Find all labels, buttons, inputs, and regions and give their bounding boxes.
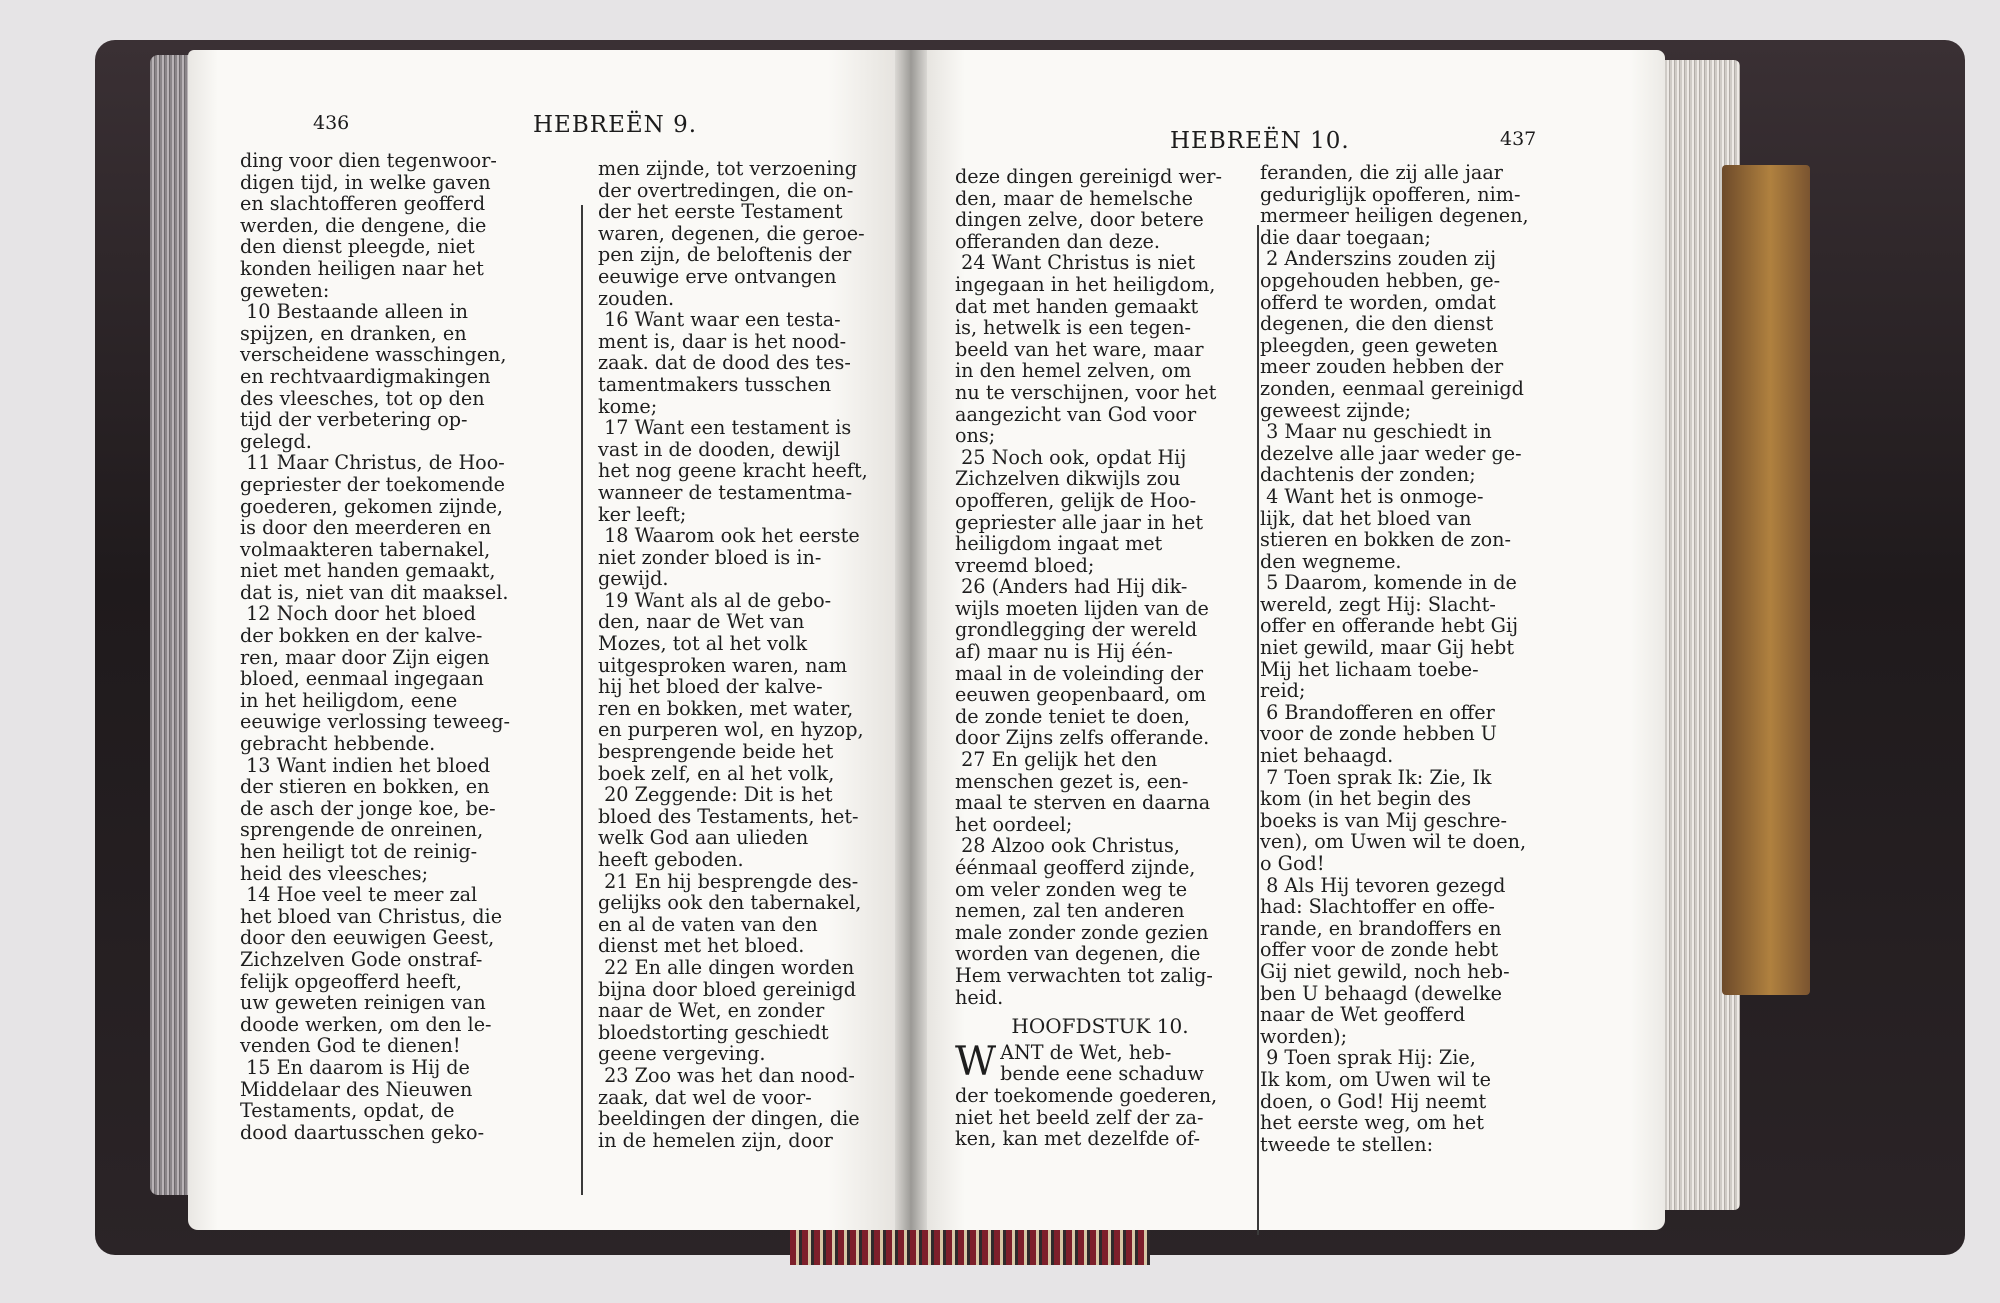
text-line: pen zijn, de beloftenis der: [598, 243, 852, 267]
text-line: boeks is van Mij geschre-: [1260, 808, 1508, 832]
text-line: maal te sterven en daarna: [955, 791, 1211, 815]
text-line: voor de zonde hebben U: [1260, 722, 1497, 746]
right-column-1: [955, 166, 1245, 1150]
text-line: 22 En alle dingen worden: [598, 955, 855, 979]
text-line: eeuwige erve ontvangen: [598, 264, 837, 288]
text-line: bende eene schaduw: [1000, 1062, 1204, 1086]
text-line: de zonde teniet te doen,: [955, 704, 1191, 728]
left-column-2: [598, 158, 868, 1151]
text-line: bijna door bloed gereinigd: [598, 977, 856, 1001]
running-head-right: HEBREËN 10.: [1170, 128, 1350, 154]
text-line: nu te verschijnen, voor het: [955, 380, 1217, 404]
text-line: ker leeft;: [598, 502, 687, 526]
text-line: bloed, eenmaal ingegaan: [240, 667, 484, 691]
text-line: 2 Anderszins zouden zij: [1260, 247, 1497, 271]
text-line: dienst met het bloed.: [598, 934, 805, 958]
text-line: kome;: [598, 394, 658, 418]
text-line: Zichzelven Gode onstraf-: [240, 947, 483, 971]
text-line: tamentmakers tusschen: [598, 372, 832, 396]
text-line: 13 Want indien het bloed: [240, 753, 491, 777]
text-line: ment is, daar is het nood-: [598, 329, 847, 353]
text-line: eeuwen geopenbaard, om: [955, 683, 1207, 707]
text-line: en purperen wol, en hyzop,: [598, 718, 864, 742]
text-line: geduriglijk opofferen, nim-: [1260, 182, 1521, 206]
text-line: ingegaan in het heiligdom,: [955, 272, 1216, 296]
text-line: men zijnde, tot verzoening: [598, 157, 857, 180]
text-line: 14 Hoe veel te meer zal: [240, 883, 478, 907]
text-line: ding voor dien tegenwoor-: [240, 149, 497, 172]
text-line: Hem verwachten tot zalig-: [955, 963, 1213, 987]
text-line: ren en bokken, met water,: [598, 696, 854, 720]
text-line: der toekomende goederen,: [955, 1083, 1218, 1107]
text-line: geweten:: [240, 278, 330, 302]
text-line: 6 Brandofferen en offer: [1260, 700, 1495, 724]
text-line: opofferen, gelijk de Hoo-: [955, 488, 1197, 512]
text-line: door Zijns zelfs offerande.: [955, 726, 1210, 750]
right-column-2: [1260, 162, 1560, 1155]
text-line: verscheidene wasschingen,: [240, 343, 507, 367]
text-line: lijk, dat het bloed van: [1260, 506, 1472, 530]
text-line: 11 Maar Christus, de Hoo-: [240, 451, 505, 475]
text-line: heiligdom ingaat met: [955, 532, 1163, 556]
text-line: die daar toegaan;: [1260, 225, 1431, 249]
text-line: Gij niet gewild, noch heb-: [1260, 959, 1510, 983]
text-line: sprengende de onreinen,: [240, 818, 484, 842]
text-line: 4 Want het is onmoge-: [1260, 484, 1484, 508]
text-line: is door den meerderen en: [240, 516, 492, 540]
column-rule: [1257, 225, 1259, 1235]
text-line: den wegneme.: [1260, 549, 1402, 573]
text-line: hij het bloed der kalve-: [598, 675, 823, 699]
text-line: de asch der jonge koe, be-: [240, 796, 496, 820]
text-line: in het heiligdom, eene: [240, 688, 458, 712]
text-line: dachtenis der zonden;: [1260, 463, 1476, 487]
text-line: Testaments, opdat, de: [240, 1099, 455, 1123]
text-line: stieren en bokken de zon-: [1260, 528, 1511, 552]
text-line: uw geweten reinigen van: [240, 991, 486, 1015]
text-line: offer en offerande hebt Gij: [1260, 614, 1519, 638]
text-line: heeft geboden.: [598, 848, 744, 871]
text-line: 26 (Anders had Hij dik-: [955, 575, 1188, 599]
text-line: in den hemel zelven, om: [955, 359, 1192, 383]
text-line: 10 Bestaande alleen in: [240, 300, 468, 324]
text-line: éénmaal geofferd zijnde,: [955, 856, 1196, 879]
text-line: opgehouden hebben, ge-: [1260, 268, 1501, 292]
text-line: 25 Noch ook, opdat Hij: [955, 445, 1187, 469]
text-line: nemen, zal ten anderen: [955, 899, 1185, 923]
text-line: Mozes, tot al het volk: [598, 632, 808, 656]
text-line: den dienst pleegde, niet: [240, 235, 475, 259]
chapter-opening: [955, 1038, 1245, 1151]
text-line: ren, maar door Zijn eigen: [240, 645, 490, 669]
book-gutter: [895, 50, 927, 1230]
text-line: digen tijd, in welke gaven: [240, 170, 491, 194]
text-line: het bloed van Christus, die: [240, 904, 503, 928]
text-line: ven), om Uwen wil te doen,: [1260, 830, 1527, 854]
text-line: der bokken en der kalve-: [240, 624, 483, 648]
text-line: dat met handen gemaakt: [955, 294, 1199, 318]
text-line: der stieren en bokken, en: [240, 775, 490, 799]
text-line: meer zouden hebben der: [1260, 355, 1504, 379]
text-line: feranden, die zij alle jaar: [1260, 161, 1503, 184]
text-line: werden, die dengene, die: [240, 213, 487, 237]
text-line: doode werken, om den le-: [240, 1012, 492, 1036]
text-line: welk God aan ulieden: [598, 826, 809, 850]
text-line: worden van degenen, die: [955, 942, 1201, 966]
text-line: besprengende beide het: [598, 740, 834, 764]
text-line: felijk opgeofferd heeft,: [240, 969, 462, 993]
text-line: goederen, gekomen zijnde,: [240, 494, 504, 518]
text-line: niet het beeld zelf der za-: [955, 1105, 1204, 1129]
text-line: het nog geene kracht heeft,: [598, 459, 868, 483]
text-line: offerd te worden, omdat: [1260, 290, 1496, 314]
text-line: Ik kom, om Uwen wil te: [1260, 1067, 1491, 1091]
gilt-edge: [1722, 165, 1810, 995]
text-line: eeuwige verlossing teweeg-: [240, 710, 510, 734]
text-line: en slachtofferen geofferd: [240, 192, 486, 216]
text-line: en rechtvaardigmakingen: [240, 364, 491, 388]
text-line: 15 En daarom is Hij de: [240, 1055, 470, 1079]
text-line: degenen, die den dienst: [1260, 312, 1494, 336]
left-column-1: [240, 149, 510, 1144]
text-line: dat is, niet van dit maaksel.: [240, 580, 509, 604]
text-line: uitgesproken waren, nam: [598, 653, 848, 677]
text-line: het eerste weg, om het: [1260, 1111, 1484, 1135]
text-line: hen heiligt tot de reinig-: [240, 840, 478, 863]
text-line: grondlegging der wereld: [955, 618, 1198, 642]
text-line: volmaakteren tabernakel,: [240, 537, 491, 561]
text-line: 5 Daarom, komende in de: [1260, 571, 1517, 595]
text-line: venden God te dienen!: [240, 1034, 461, 1058]
text-line: dezelve alle jaar weder ge-: [1260, 441, 1522, 465]
text-line: 8 Als Hij tevoren gezegd: [1260, 873, 1506, 897]
text-line: tweede te stellen:: [1260, 1132, 1434, 1156]
text-line: wijls moeten lijden van de: [955, 596, 1209, 620]
text-line: zonden, eenmaal gereinigd: [1260, 376, 1524, 400]
text-line: den, naar de Wet van: [598, 610, 805, 634]
text-line: in de hemelen zijn, door: [598, 1128, 833, 1152]
text-line: doen, o God! Hij neemt: [1260, 1089, 1487, 1113]
text-line: wanneer de testamentma-: [598, 480, 853, 504]
text-line: 9 Toen sprak Hij: Zie,: [1260, 1046, 1476, 1070]
text-line: zouden.: [598, 286, 675, 310]
text-line: gelijks ook den tabernakel,: [598, 891, 862, 915]
text-line: 16 Want waar een testa-: [598, 308, 841, 332]
text-line: gewijd.: [598, 567, 669, 591]
text-line: bloedstorting geschiedt: [598, 1020, 829, 1044]
text-line: bloed des Testaments, het-: [598, 804, 859, 828]
text-line: gepriester alle jaar in het: [955, 510, 1204, 534]
text-line: konden heiligen naar het: [240, 256, 484, 280]
text-line: geene vergeving.: [598, 1042, 766, 1066]
text-line: des vleesches, tot op den: [240, 386, 485, 410]
text-line: 23 Zoo was het dan nood-: [598, 1063, 855, 1087]
text-line: waren, degenen, die geroe-: [598, 221, 865, 245]
text-line: dood daartusschen geko-: [240, 1120, 485, 1144]
text-line: 24 Want Christus is niet: [955, 251, 1196, 275]
text-line: 7 Toen sprak Ik: Zie, Ik: [1260, 765, 1492, 789]
text-line: aangezicht van God voor: [955, 402, 1197, 426]
text-line: offer voor de zonde hebt: [1260, 938, 1499, 962]
text-line: om veler zonden weg te: [955, 877, 1188, 901]
text-line: niet gewild, maar Gij hebt: [1260, 636, 1515, 660]
text-line: beeld van het ware, maar: [955, 337, 1204, 361]
text-line: der overtredingen, die on-: [598, 178, 854, 202]
text-line: der het eerste Testament: [598, 200, 843, 224]
text-line: heid.: [955, 985, 1004, 1009]
right-page: [910, 50, 1665, 1230]
text-line: 28 Alzoo ook Christus,: [955, 834, 1180, 858]
text-line: menschen gezet is, een-: [955, 769, 1189, 793]
text-line: had: Slachtoffer en offe-: [1260, 895, 1495, 919]
text-line: naar de Wet geofferd: [1260, 1003, 1466, 1027]
left-page: [188, 50, 910, 1230]
text-line: Zichzelven dikwijls zou: [955, 467, 1181, 491]
text-line: boek zelf, en al het volk,: [598, 761, 835, 785]
page-number-left: 436: [313, 112, 350, 134]
text-line: rande, en brandoffers en: [1260, 916, 1502, 940]
text-line: mermeer heiligen degenen,: [1260, 204, 1529, 228]
text-line: reid;: [1260, 679, 1306, 703]
text-line: zaak. dat de dood des tes-: [598, 351, 851, 375]
column-rule: [581, 205, 583, 1195]
text-line: gepriester der toekomende: [240, 472, 506, 496]
chapter-heading: HOOFDSTUK 10.: [1011, 1014, 1189, 1039]
text-line: 3 Maar nu geschiedt in: [1260, 420, 1492, 444]
text-line: en al de vaten van den: [598, 912, 818, 936]
text-line: wereld, zegt Hij: Slacht-: [1260, 592, 1496, 616]
text-line: door den eeuwigen Geest,: [240, 926, 495, 950]
text-line: o God!: [1260, 852, 1325, 875]
text-line: naar de Wet, en zonder: [598, 999, 825, 1023]
text-line: worden);: [1260, 1024, 1348, 1048]
text-line: ANT de Wet, heb-: [1000, 1040, 1172, 1064]
text-line: het oordeel;: [955, 812, 1073, 836]
text-line: dingen zelve, door betere: [955, 208, 1204, 232]
text-line: deze dingen gereinigd wer-: [955, 165, 1222, 188]
text-line: niet zonder bloed is in-: [598, 545, 822, 569]
text-line: male zonder zonde gezien: [955, 920, 1209, 944]
text-line: vast in de dooden, dewijl: [598, 437, 841, 461]
text-line: gebracht hebbende.: [240, 732, 436, 756]
text-line: 18 Waarom ook het eerste: [598, 524, 860, 548]
text-line: 21 En hij besprengde des-: [598, 869, 859, 893]
page-number-right: 437: [1500, 128, 1537, 150]
text-line: den, maar de hemelsche: [955, 186, 1193, 210]
text-line: beeldingen der dingen, die: [598, 1107, 860, 1131]
text-line: ons;: [955, 424, 996, 448]
text-line: geweest zijnde;: [1260, 398, 1412, 422]
text-line: is, hetwelk is een tegen-: [955, 316, 1192, 340]
text-line: maal in de voleinding der: [955, 661, 1203, 685]
text-line: kom (in het begin des: [1260, 787, 1472, 811]
headband: [790, 1225, 1150, 1265]
text-line: 17 Want een testament is: [598, 416, 852, 440]
text-line: gelegd.: [240, 429, 312, 453]
text-line: 12 Noch door het bloed: [240, 602, 476, 626]
text-line: pleegden, geen geweten: [1260, 333, 1498, 357]
text-line: 19 Want als al de gebo-: [598, 588, 832, 612]
text-line: offeranden dan deze.: [955, 229, 1160, 253]
text-line: niet met handen gemaakt,: [240, 559, 496, 583]
text-line: vreemd bloed;: [955, 553, 1095, 577]
text-line: ben U behaagd (dewelke: [1260, 981, 1502, 1005]
text-line: niet behaagd.: [1260, 744, 1394, 768]
text-line: tijd der verbetering op-: [240, 408, 468, 432]
text-line: 20 Zeggende: Dit is het: [598, 783, 833, 807]
text-line: 27 En gelijk het den: [955, 748, 1158, 772]
text-line: ken, kan met dezelfde of-: [955, 1127, 1200, 1151]
text-line: spijzen, en dranken, en: [240, 321, 467, 345]
running-head-left: HEBREËN 9.: [533, 112, 698, 138]
text-line: zaak, dat wel de voor-: [598, 1085, 812, 1109]
text-line: Mij het lichaam toebe-: [1260, 657, 1479, 681]
drop-cap: W: [955, 1038, 997, 1085]
text-line: af) maar nu is Hij één-: [955, 640, 1173, 664]
text-line: Middelaar des Nieuwen: [240, 1077, 473, 1101]
text-line: heid des vleesches;: [240, 861, 429, 885]
